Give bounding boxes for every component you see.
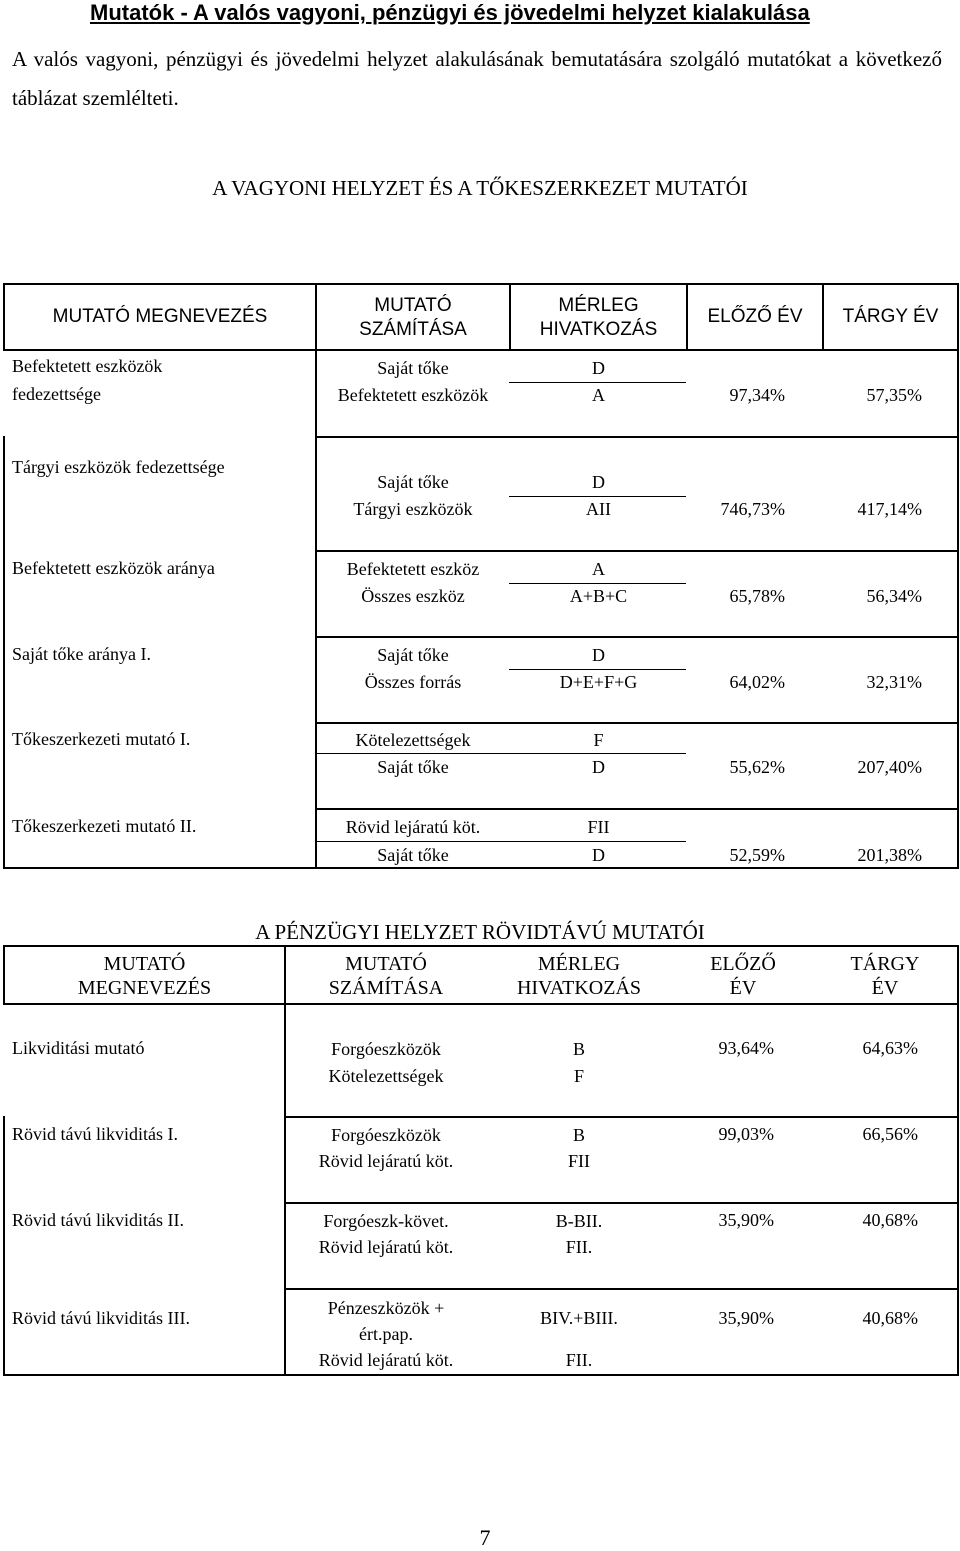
- t2-row3-num: Forgóeszk-követ.: [323, 1211, 449, 1231]
- t2-row1-curr: 64,63%: [862, 1038, 918, 1058]
- t1-row4-ref-den: D+E+F+G: [559, 672, 638, 692]
- t1-row3-prev: 65,78%: [729, 586, 785, 606]
- t2-row4-den: Rövid lejáratú köt.: [318, 1350, 454, 1370]
- page-number: 7: [479, 1525, 491, 1550]
- t1-row2-ref-den: AII: [586, 499, 611, 519]
- t2-row1-prev: 93,64%: [718, 1038, 774, 1058]
- t1-row6-ref-den: D: [592, 845, 605, 865]
- t1-header-calc-2: SZÁMÍTÁSA: [359, 319, 467, 340]
- t2-header-ref-1: MÉRLEG: [537, 953, 621, 975]
- t2-row2-name: Rövid távú likviditás I.: [12, 1124, 178, 1144]
- t1-row6-num: Rövid lejáratú köt.: [345, 817, 481, 837]
- t1-row2-name: Tárgyi eszközök fedezettsége: [12, 457, 225, 477]
- t2-header-curr-1: TÁRGY: [850, 953, 920, 975]
- t1-row5-ref-den: D: [592, 757, 605, 777]
- t1-row4-curr: 32,31%: [866, 672, 922, 692]
- t1-header-curr: TÁRGY ÉV: [842, 306, 939, 327]
- t1-row1-name-1: Befektetett eszközök: [12, 356, 163, 376]
- t1-header-ref-2: HIVATKOZÁS: [539, 319, 658, 340]
- t1-header-name: MUTATÓ MEGNEVEZÉS: [52, 306, 268, 327]
- t1-header-calc-1: MUTATÓ: [374, 295, 452, 316]
- t1-row6-curr: 201,38%: [857, 845, 922, 865]
- t1-row5-name: Tőkeszerkezeti mutató I.: [12, 729, 191, 749]
- t1-header-ref-1: MÉRLEG: [558, 295, 639, 316]
- t2-row3-curr: 40,68%: [862, 1210, 918, 1230]
- t2-header-name-2: MEGNEVEZÉS: [77, 977, 212, 999]
- t2-row1-ref-den: F: [573, 1066, 584, 1086]
- t1-row5-prev: 55,62%: [729, 757, 785, 777]
- t1-row1-name-2: fedezettsége: [12, 384, 101, 404]
- t2-row2-ref-den: FII: [568, 1151, 590, 1171]
- t2-row4-prev: 35,90%: [718, 1308, 774, 1328]
- t2-header-calc-1: MUTATÓ: [345, 953, 427, 975]
- t1-row2-ref-num: D: [592, 472, 605, 492]
- t1-row3-den: Összes eszköz: [361, 586, 465, 606]
- t2-row4-curr: 40,68%: [862, 1308, 918, 1328]
- t1-row2-prev: 746,73%: [720, 499, 785, 519]
- t1-row6-prev: 52,59%: [729, 845, 785, 865]
- t1-row3-curr: 56,34%: [866, 586, 922, 606]
- t2-row3-name: Rövid távú likviditás II.: [12, 1210, 184, 1230]
- t2-header-ref-2: HIVATKOZÁS: [516, 977, 642, 999]
- t1-row2-num: Saját tőke: [377, 472, 449, 492]
- t1-row1-ref-den: A: [592, 385, 605, 405]
- t2-row2-prev: 99,03%: [718, 1124, 774, 1144]
- t2-row4-num-1: Pénzeszközök +: [327, 1298, 445, 1318]
- intro-paragraph: A valós vagyoni, pénzügyi és jövedelmi helyzet alakulásának bemutatására szolgáló mutatókat a következő táblázat szemlélteti.: [12, 47, 942, 110]
- t2-row2-num: Forgóeszközök: [331, 1125, 441, 1145]
- t1-row4-ref-num: D: [592, 645, 605, 665]
- t2-row4-ref-num: BIV.+BIII.: [540, 1308, 618, 1328]
- t1-row3-ref-den: A+B+C: [569, 586, 628, 606]
- t1-row1-den: Befektetett eszközök: [337, 385, 489, 405]
- t2-header-prev-1: ELŐZŐ: [710, 953, 776, 975]
- t1-row6-den: Saját tőke: [377, 845, 449, 865]
- t1-row2-den: Tárgyi eszközök: [353, 499, 473, 519]
- t1-row5-num: Kötelezettségek: [355, 730, 471, 750]
- t2-row4-name: Rövid távú likviditás III.: [12, 1308, 190, 1328]
- t1-row5-curr: 207,40%: [857, 757, 922, 777]
- t2-row2-den: Rövid lejáratú köt.: [318, 1151, 454, 1171]
- t1-row5-ref-num: F: [593, 730, 604, 750]
- t2-header-name-1: MUTATÓ: [103, 953, 186, 975]
- t1-row4-num: Saját tőke: [377, 645, 449, 665]
- table2-heading: A PÉNZÜGYI HELYZET RÖVIDTÁVÚ MUTATÓI: [255, 920, 705, 944]
- t1-row3-ref-num: A: [592, 559, 605, 579]
- t1-row5-den: Saját tőke: [377, 757, 449, 777]
- t2-row1-num: Forgóeszközök: [331, 1039, 441, 1059]
- t1-row3-name: Befektetett eszközök aránya: [12, 558, 215, 578]
- t1-row3-num: Befektetett eszköz: [346, 559, 480, 579]
- t2-row3-ref-den: FII.: [565, 1237, 593, 1257]
- page-title: Mutatók - A valós vagyoni, pénzügyi és jövedelmi helyzet kialakulása: [90, 0, 810, 25]
- t2-row4-ref-den: FII.: [565, 1350, 593, 1370]
- t2-row1-den: Kötelezettségek: [328, 1066, 444, 1086]
- t1-row4-den: Összes forrás: [364, 672, 462, 692]
- t1-header-prev: ELŐZŐ ÉV: [707, 306, 803, 327]
- t1-row1-prev: 97,34%: [729, 385, 785, 405]
- t2-row1-name: Likviditási mutató: [12, 1038, 145, 1058]
- t2-header-calc-2: SZÁMÍTÁSA: [328, 977, 444, 999]
- t1-row1-num: Saját tőke: [377, 358, 449, 378]
- t2-row3-den: Rövid lejáratú köt.: [318, 1237, 454, 1257]
- t1-row2-curr: 417,14%: [857, 499, 922, 519]
- t1-row1-curr: 57,35%: [866, 385, 922, 405]
- t1-row6-ref-num: FII: [587, 817, 610, 837]
- t2-header-prev-2: ÉV: [729, 977, 757, 999]
- t2-row2-ref-num: B: [572, 1125, 585, 1145]
- table1-heading: A VAGYONI HELYZET ÉS A TŐKESZERKEZET MUTATÓI: [212, 176, 748, 200]
- t2-row1-ref-num: B: [572, 1039, 585, 1059]
- t1-row4-name: Saját tőke aránya I.: [12, 644, 151, 664]
- t1-row4-prev: 64,02%: [729, 672, 785, 692]
- t2-row3-ref-num: B-BII.: [555, 1211, 603, 1231]
- t1-row6-name: Tőkeszerkezeti mutató II.: [12, 816, 197, 836]
- t2-row2-curr: 66,56%: [862, 1124, 918, 1144]
- t1-row1-ref-num: D: [592, 358, 605, 378]
- t2-row3-prev: 35,90%: [718, 1210, 774, 1230]
- t2-row4-num-2: ért.pap.: [359, 1324, 413, 1344]
- t2-header-curr-2: ÉV: [871, 977, 899, 999]
